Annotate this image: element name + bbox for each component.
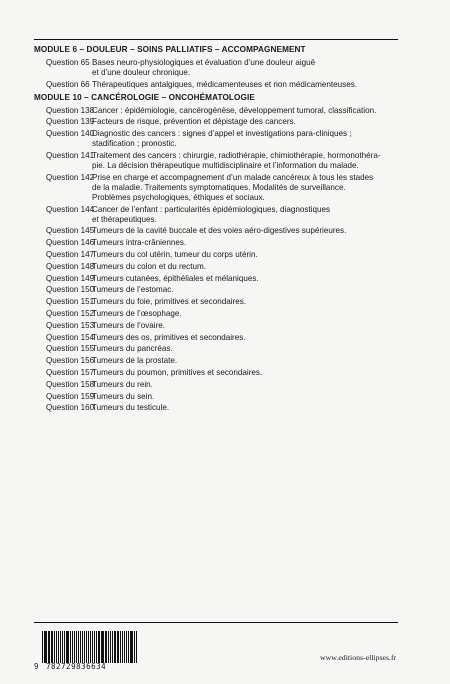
barcode-bar [102,631,103,663]
barcode-bar [66,631,67,663]
barcode-bar [128,631,129,663]
question-description [92,106,414,116]
question-description [92,226,414,236]
module-section [34,92,414,414]
question-description-line: Tumeurs cutanées, épithéliales et mélaniques. [92,273,259,283]
question-description [92,117,414,127]
question-description [92,403,414,413]
question-description-line: Bases neuro-physiologiques et évaluation d’une douleur aiguë [92,58,316,67]
barcode-bar [62,631,63,663]
barcode-bar [44,631,45,663]
bottom-divider [34,622,398,623]
barcode-bar [108,631,109,663]
barcode-bar [51,631,53,663]
barcode-bar [124,631,125,663]
question-description-line: Tumeurs du foie, primitives et secondaires. [92,297,246,307]
question-description [92,297,414,307]
question-row [34,368,414,378]
question-description-line: Tumeurs de la prostate. [92,356,178,366]
question-description [92,321,414,331]
barcode-bar [112,631,113,663]
question-description [92,344,414,354]
question-row [34,392,414,402]
question-description [92,309,414,319]
question-description-line: Thérapeutiques antalgiques, médicamenteuses et non médicamenteuses. [92,79,358,89]
question-number: Question 159 [46,391,95,401]
barcode-bar [92,631,93,663]
question-description [92,129,414,149]
question-number: Question 142 [46,172,95,182]
barcode-bar [86,631,87,663]
question-description-line: et d’une douleur chronique. [92,68,191,77]
barcode-bar [60,631,61,663]
barcode-bar [56,631,57,663]
question-number: Question 146 [46,238,95,248]
publisher-website: www.editions-ellipses.fr [320,653,397,662]
module-section [34,44,414,90]
question-description-line: de la maladie. Traitements symptomatiques. Modalités de surveillance. [92,182,346,192]
barcode-bar [70,631,71,663]
question-description [92,58,414,78]
module-title: MODULE 6 – DOULEUR – SOINS PALLIATIFS – ACCOMPAGNEMENT [34,45,306,54]
question-number: Question 152 [46,308,95,318]
question-number: Question 145 [46,226,95,236]
question-description-line: Tumeurs du poumon, primitives et secondaires. [92,367,263,377]
question-description-line: Tumeurs du rein. [92,379,153,389]
question-description-line: Tumeurs du sein. [92,391,155,401]
question-number: Question 139 [46,117,95,127]
question-row [34,151,414,171]
question-number: Question 160 [46,403,95,413]
barcode-bar [82,631,84,663]
question-description-line: Cancer : épidémiologie, cancérogénèse, développement tumoral, classification. [92,105,377,115]
barcode-bar [80,631,81,663]
barcode-bar [54,631,55,663]
barcode-bar [48,631,49,663]
question-row [34,80,414,90]
barcode-bar [105,631,106,663]
question-description [92,205,414,225]
barcode-bar [45,631,46,663]
question-row [34,205,414,225]
barcode-bar [67,631,69,663]
question-description [92,250,414,260]
question-number: Question 141 [46,150,95,160]
question-description-line: Tumeurs de l’ovaire. [92,320,166,330]
top-divider [34,39,398,40]
question-row [34,117,414,127]
question-row [34,403,414,413]
question-description [92,392,414,402]
barcode-bar [96,631,97,663]
barcode-bar [88,631,89,663]
question-number: Question 65 [46,58,90,67]
isbn-barcode [34,631,138,673]
barcode-bar [101,631,102,663]
barcode-bar [64,631,65,663]
barcode-bar [118,631,119,663]
barcode-bar [122,631,123,663]
question-description-line: Facteurs de risque, prévention et dépistage des cancers. [92,117,296,127]
question-row [34,321,414,331]
question-number: Question 66 [46,79,90,89]
question-number: Question 144 [46,204,95,214]
question-number: Question 140 [46,129,95,139]
question-row [34,250,414,260]
barcode-bar [131,631,133,663]
question-row [34,262,414,272]
question-description [92,80,414,90]
barcode-bar [114,631,116,663]
question-description-line: Problèmes psychologiques, éthiques et sociaux. [92,192,265,202]
isbn-first-digit: 9 [34,662,39,671]
question-row [34,173,414,203]
module-title: MODULE 10 – CANCÉROLOGIE – ONCOHÉMATOLOGIE [34,92,255,102]
question-description-line: stadification ; pronostic. [92,139,177,149]
question-number: Question 156 [46,356,95,366]
question-number: Question 158 [46,379,95,389]
question-row [34,285,414,295]
barcode-bars [42,631,138,663]
question-description [92,380,414,390]
question-description-line: Tumeurs du col utérin, tumeur du corps utérin. [92,249,258,259]
question-row [34,106,414,116]
question-description-line: Tumeurs de la cavité buccale et des voies aéro-digestives supérieures. [92,226,347,236]
barcode-bar [58,631,59,663]
question-description [92,173,414,203]
question-number: Question 157 [46,367,95,377]
barcode-bar [126,631,127,663]
question-row [34,333,414,343]
barcode-bar [90,631,91,663]
question-number: Question 153 [46,320,95,330]
question-row [34,356,414,366]
question-number: Question 149 [46,273,95,283]
question-description-line: Tumeurs des os, primitives et secondaires. [92,332,246,342]
question-row [34,226,414,236]
question-description-line: Tumeurs de l’estomac. [92,285,174,295]
barcode-bar [117,631,118,663]
question-number: Question 147 [46,249,95,259]
question-description-line: et thérapeutiques. [92,214,157,224]
question-row [34,309,414,319]
question-description [92,368,414,378]
question-description [92,262,414,272]
question-description-line: Tumeurs du colon et du rectum. [92,261,206,271]
question-description-line: Traitement des cancers : chirurgie, radiothérapie, chimiothérapie, hormonothéra- [92,150,381,160]
barcode-bar [130,631,131,663]
question-number: Question 150 [46,285,95,295]
question-description [92,333,414,343]
barcode-bar [136,631,137,663]
isbn-digits: 782729836634 [46,662,107,671]
barcode-bar [49,631,50,663]
question-row [34,274,414,284]
question-description [92,356,414,366]
question-number: Question 155 [46,344,95,354]
question-row [34,297,414,307]
question-row [34,380,414,390]
question-description-line: Diagnostic des cancers : signes d’appel et investigations para-cliniques ; [92,129,352,139]
question-description [92,151,414,171]
question-description [92,238,414,248]
barcode-bar [94,631,95,663]
question-description-line: Tumeurs de l’œsophage. [92,308,182,318]
question-description-line: Cancer de l’enfant : particularités épidémiologiques, diagnostiques [92,204,331,214]
question-description-line: Prise en charge et accompagnement d’un malade cancéreux à tous les stades [92,172,374,182]
barcode-bar [106,631,107,663]
barcode-bar [110,631,111,663]
question-description-line: Tumeurs du pancréas. [92,344,173,354]
question-row [34,58,414,78]
question-description-line: Tumeurs intra-crâniennes. [92,238,187,248]
question-description [92,274,414,284]
barcode-bar [134,631,135,663]
barcode-bar [76,631,77,663]
question-number: Question 148 [46,261,95,271]
table-of-contents [34,44,414,415]
barcode-bar [78,631,79,663]
question-number: Question 151 [46,297,95,307]
barcode-bar [42,631,43,663]
barcode-bar [98,631,100,663]
question-row [34,129,414,149]
barcode-bar [72,631,73,663]
question-row [34,344,414,354]
barcode-bar [120,631,121,663]
question-description [92,285,414,295]
question-number: Question 154 [46,332,95,342]
question-description-line: pie. La décision thérapeutique multidisciplinaire et l’information du malade. [92,160,359,170]
question-row [34,238,414,248]
barcode-bar [84,631,85,663]
question-number: Question 138 [46,105,95,115]
question-description-line: Tumeurs du testicule. [92,403,170,413]
barcode-bar [74,631,75,663]
